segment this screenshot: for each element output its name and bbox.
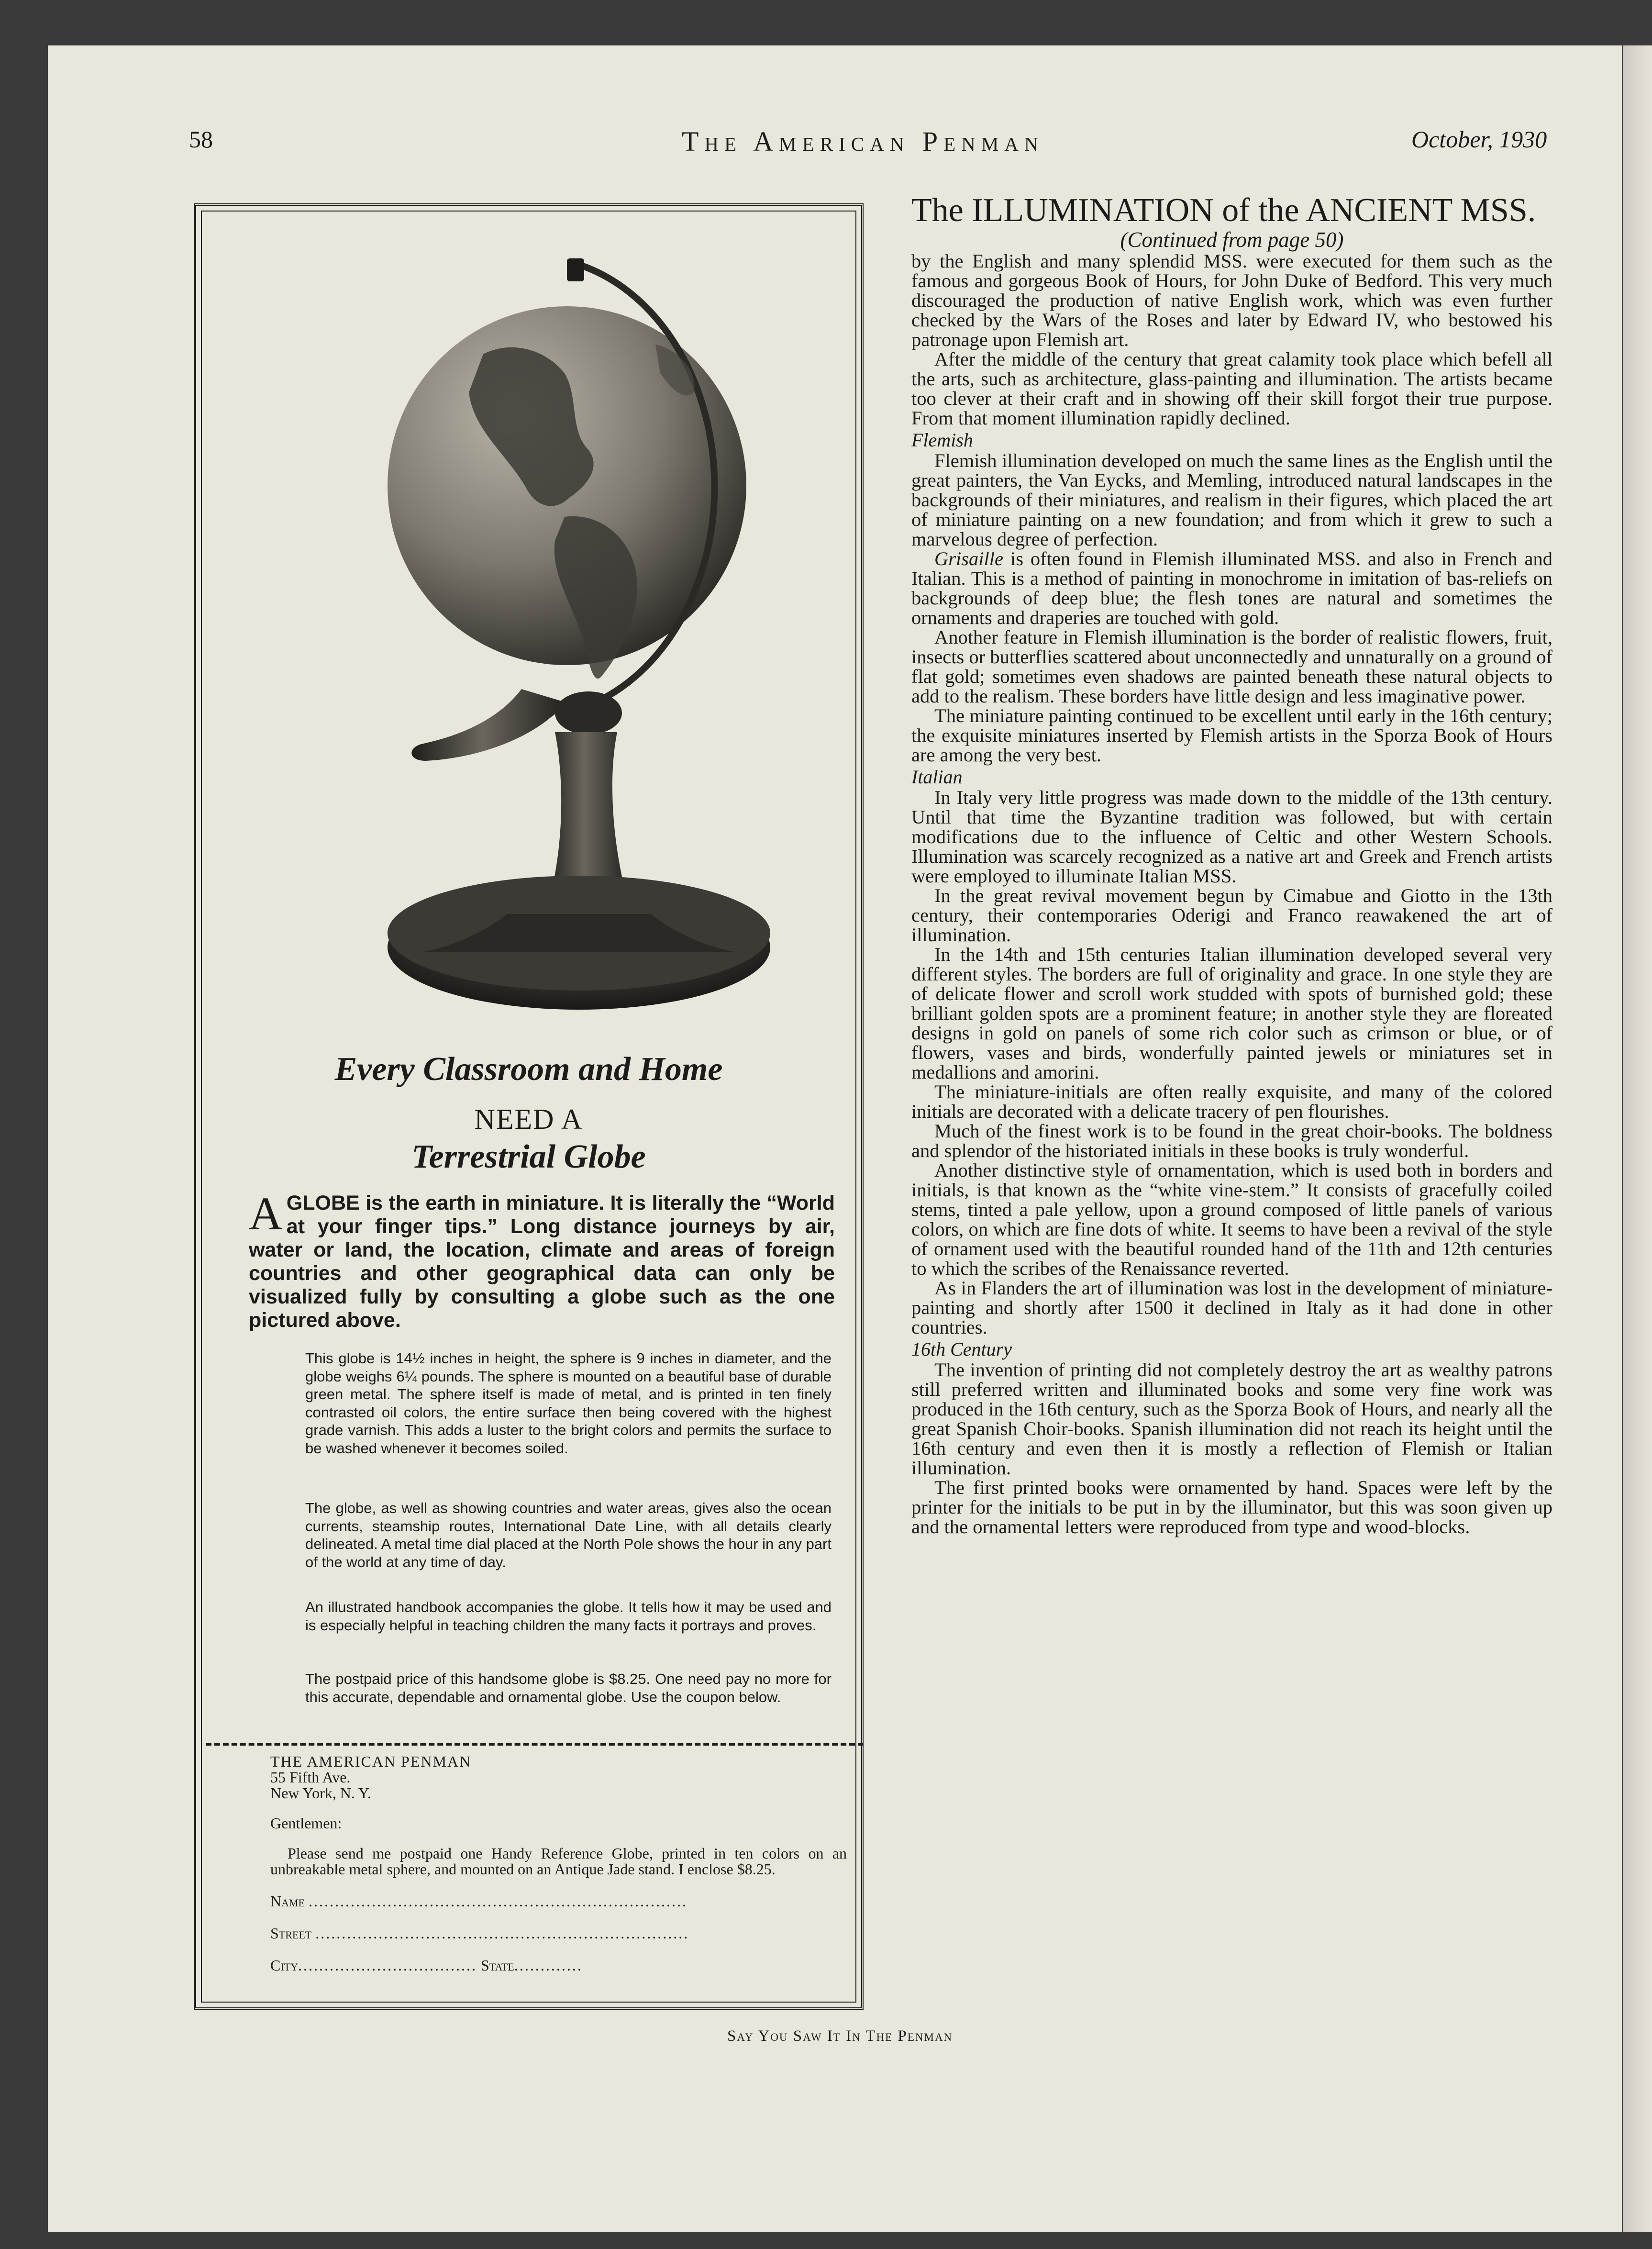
article-paragraph: by the English and many splendid MSS. were executed for them such as the famous and gorgeous Book of Hours, for John Duke of Bedford. This very much discouraged the production of native English work, which was even further checked by the Wars of the Roses and later by Edward IV, who bestowed his patronage upon Flemish art.	[911, 250, 1552, 350]
grisaille-text: is often found in Flemish illuminated MSS. and also in French and Italian. This is a method of painting in monochrome in imitation of bas-reliefs on backgrounds of deep blue; the flesh tones are natural and sometimes the ornaments and draperies are touched with gold.	[911, 548, 1552, 628]
coupon-salutation: Gentlemen:	[270, 1815, 342, 1832]
ad-headline-globe: Terrestrial Globe	[411, 1138, 646, 1175]
coupon-city-label: City	[270, 1958, 298, 1973]
coupon-request-text: Please send me postpaid one Handy Reference Globe, printed in ten colors on an unbreakable metal sphere, and mounted on an Antique Jade stand. I enclose $8.25.	[270, 1845, 847, 1878]
coupon-name-label: Name	[270, 1893, 305, 1909]
coupon-city-address: New York, N. Y.	[270, 1784, 371, 1802]
coupon-publisher: THE AMERICAN PENMAN	[270, 1753, 472, 1770]
grisaille-term: Grisaille	[934, 548, 1004, 569]
page-number: 58	[189, 126, 213, 153]
ad-lead-paragraph	[249, 1188, 835, 1332]
article-paragraph: After the middle of the century that great calamity took place which befell all the arts, such as architecture, glass-painting and illumination. The artists became too clever at their craft and in showing off their skill forgot their true purpose. From that moment illumination rapidly declined.	[911, 348, 1552, 429]
continued-note: (Continued from page 50)	[1120, 228, 1344, 252]
article-paragraph: The first printed books were ornamented by hand. Spaces were left by the printer for the initials to be put in by the illuminator, but this was soon given up and the ornamental letters were reproduced from type and wood-blocks.	[911, 1477, 1552, 1537]
coupon-name-field[interactable]: Name ........................................................................	[270, 1893, 687, 1909]
coupon-city-state-field[interactable]: City.................................. State.............	[270, 1958, 583, 1973]
article-paragraph: In the great revival movement begun by Cimabue and Giotto in the 13th century, their contemporaries Oderigi and Franco reawakened the art of illumination.	[911, 885, 1552, 946]
coupon-street-field[interactable]: Street .......................................................................	[270, 1926, 689, 1941]
article-paragraph: Another distinctive style of ornamentation, which is used both in borders and initials, is that known as the “white vine-stem.” It consists of gracefully coiled stems, tinted a pale yellow, upon a ground composed of little panels of various colors, on which are fine dots of white. It seems to have been a revival of the style of ornament used with the beautiful rounded hand of the 11th and 12th centuries to which the scribes of the Renaissance reverted.	[911, 1159, 1552, 1279]
ad-headline: Every Classroom and Home	[334, 1051, 723, 1088]
ad-subheadline: NEED A	[474, 1103, 583, 1135]
article-body	[911, 251, 1552, 1536]
coupon-street-address: 55 Fifth Ave.	[270, 1769, 351, 1786]
ad-handbook-paragraph: An illustrated handbook accompanies the globe. It tells how it may be used and is especially helpful in teaching children the many facts it portrays and proves.	[305, 1599, 832, 1634]
drop-cap: A	[249, 1188, 283, 1240]
globe-illustration	[364, 230, 775, 1053]
ad-lead-text: GLOBE is the earth in miniature. It is literally the “World at your finger tips.” Long distance journeys by air, water or land, the location, climate and areas of foreign countries and other geographical data can only be visualized fully by consulting a globe such as the one pictured above.	[249, 1191, 835, 1332]
section-heading-italian: Italian	[911, 766, 963, 788]
section-heading-16th-century: 16th Century	[911, 1338, 1012, 1360]
article-paragraph: The invention of printing did not completely destroy the art as wealthy patrons still preferred written and illuminated books and some very fine work was produced in the 16th century, such as the Sporza Book of Hours, and nearly all the great Spanish Choir-books. Spanish illumination did not reach its height until the 16th century and even then it is mostly a reflection of Flemish or Italian illumination.	[911, 1359, 1552, 1479]
article-paragraph: Flemish illumination developed on much the same lines as the English until the great painters, the Van Eycks, and Memling, introduced natural landscapes in the backgrounds of their miniatures, and realism in their figures, which placed the art of miniature painting on a new foundation; and from which it grew to such a marvelous degree of perfection.	[911, 450, 1552, 550]
article-paragraph: The miniature-initials are often really exquisite, and many of the colored initials are decorated with a delicate tracery of pen flourishes.	[911, 1081, 1552, 1122]
section-heading-flemish: Flemish	[911, 429, 973, 451]
coupon-cut-line	[206, 1743, 864, 1746]
article-paragraph: The miniature painting continued to be excellent until early in the 16th century; the exquisite miniatures inserted by Flemish artists in the Sporza Book of Hours are among the very best.	[911, 705, 1552, 766]
article-paragraph: In Italy very little progress was made down to the middle of the 13th century. Until that time the Byzantine tradition was followed, but with certain modifications due to the influence of Celtic and other Western Schools. Illumination was scarcely recognized as a native art and Greek and French artists were employed to illuminate Italian MSS.	[911, 787, 1552, 887]
running-title: The American Penman	[682, 126, 1044, 157]
footer-slogan: Say You Saw It In The Penman	[727, 2027, 953, 2045]
coupon-street-label: Street	[270, 1926, 312, 1941]
article-paragraph: Much of the finest work is to be found in the great choir-books. The boldness and splendor of the historiated initials in these books is truly wonderful.	[911, 1120, 1552, 1161]
coupon-state-label: State	[481, 1958, 514, 1973]
article-paragraph: Another feature in Flemish illumination is the border of realistic flowers, fruit, insects or butterflies scattered about unconnectedly and unnaturally on a ground of flat gold; sometimes even shadows are painted beneath these natural objects to add to the realism. These borders have little design and less imaginative power.	[911, 626, 1552, 707]
ad-features-paragraph: The globe, as well as showing countries and water areas, gives also the ocean currents, steamship routes, International Date Line, with all details clearly delineated. A metal time dial placed at the North Pole shows the hour in any part of the world at any time of day.	[305, 1500, 832, 1570]
facing-page-edge	[1623, 45, 1652, 2232]
article-paragraph: In the 14th and 15th centuries Italian illumination developed several very different styles. The borders are full of originality and grace. In one style they are of delicate flower and scroll work studded with spots of burnished gold; these brilliant golden spots are a prominent feature; in another style they are floreated designs in gold on panels of some rich color such as crimson or blue, or of flowers, vases and birds, wonderfully painted jewels or miniatures set in medallions and amorini.	[911, 944, 1552, 1083]
order-coupon	[270, 1754, 847, 1973]
issue-date: October, 1930	[1411, 126, 1547, 153]
ad-price-paragraph: The postpaid price of this handsome globe is $8.25. One need pay no more for this accurate, dependable and ornamental globe. Use the coupon below.	[305, 1670, 832, 1705]
ad-specs-paragraph: This globe is 14½ inches in height, the sphere is 9 inches in diameter, and the globe weighs 6¼ pounds. The sphere is mounted on a beautiful base of durable green metal. The sphere itself is made of metal, and is printed in ten finely contrasted oil colors, the entire surface then being covered with the highest grade varnish. This adds a luster to the bright colors and permits the surface to be washed whenever it becomes soiled.	[305, 1350, 832, 1457]
article-paragraph-grisaille	[911, 549, 1552, 627]
article-paragraph: As in Flanders the art of illumination was lost in the development of miniature-painting and shortly after 1500 it declined in Italy as it had done in other countries.	[911, 1277, 1552, 1338]
article-title: The ILLUMINATION of the ANCIENT MSS.	[911, 192, 1536, 229]
